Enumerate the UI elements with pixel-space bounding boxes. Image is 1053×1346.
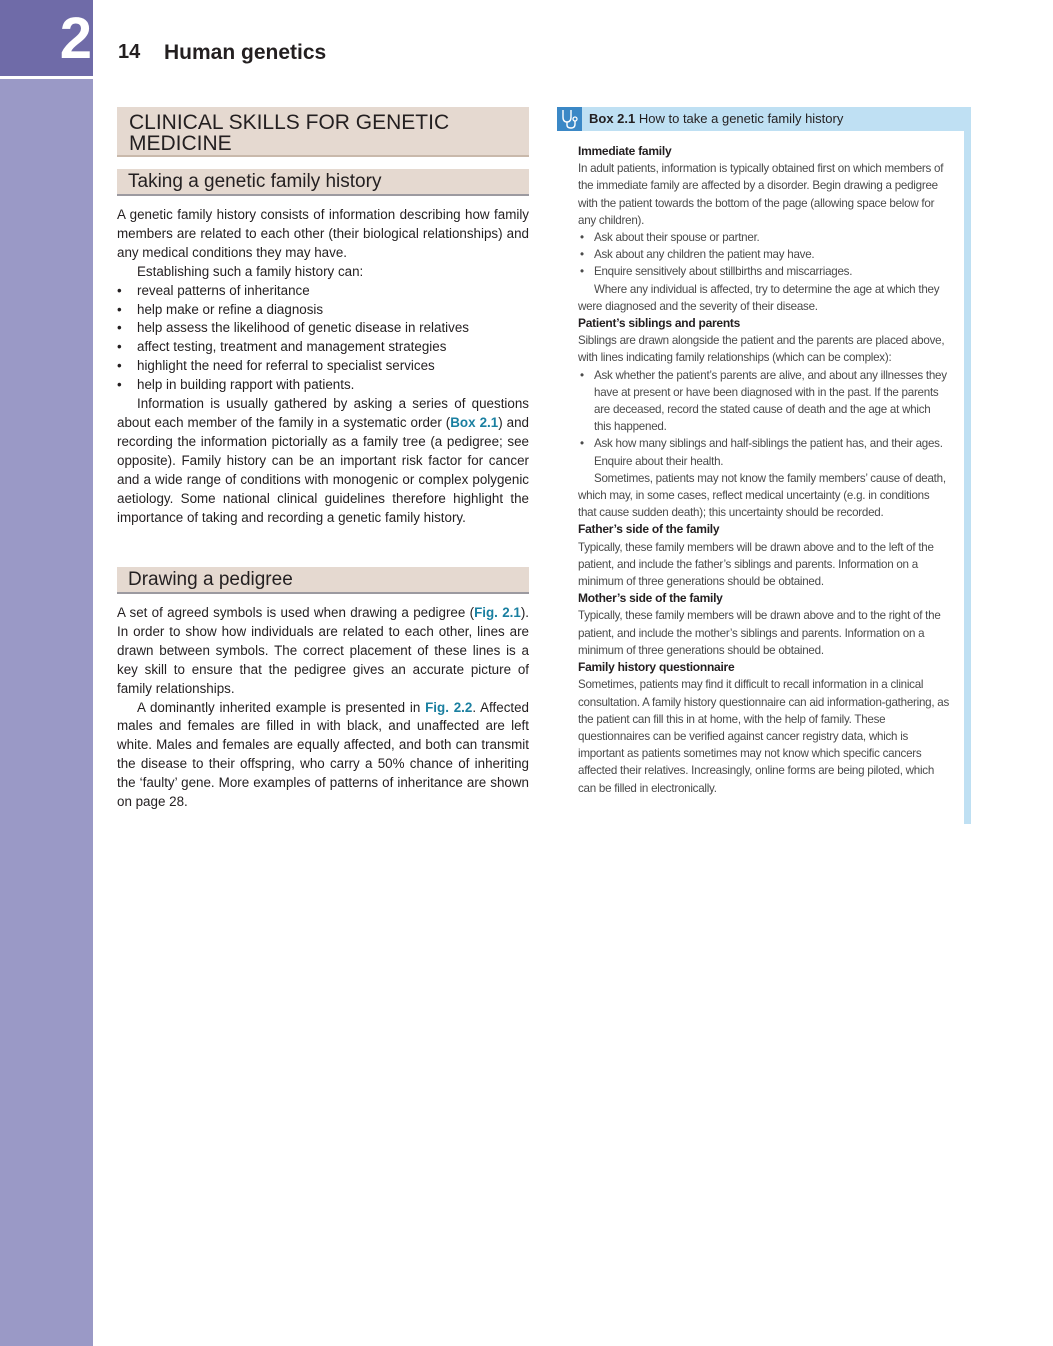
box-subheading: Father’s side of the family bbox=[578, 522, 720, 537]
list-item: • reveal patterns of inheritance bbox=[117, 282, 529, 301]
paragraph: Typically, these family members will be drawn above and to the left of the patient, and include the father’s siblings and parents. Information on a minimum of three generations should be obtained. bbox=[578, 540, 934, 589]
figure-reference-link[interactable]: Fig. 2.2 bbox=[425, 699, 473, 715]
box-title bbox=[589, 111, 843, 126]
box-reference-link[interactable]: Box 2.1 bbox=[450, 414, 499, 430]
list-item: • Enquire sensitively about stillbirths and miscarriages. bbox=[578, 263, 950, 280]
list-item: • Ask how many siblings and half-siblings the patient has, and their ages. Enquire about their health. bbox=[578, 435, 950, 469]
text: ) and recording the information pictorially as a family tree (a pedigree; see opposite). Family history can be an important risk factor for cancer and a wide range of conditions with monogenic or complex polygenic aetiology. Some national clinical guidelines therefore highlight the importance of taking and recording a genetic family history. bbox=[117, 414, 529, 525]
box-body bbox=[578, 143, 950, 797]
stethoscope-icon bbox=[557, 107, 582, 131]
figure-reference-link[interactable]: Fig. 2.1 bbox=[474, 605, 521, 620]
text: A dominantly inherited example is presented in bbox=[137, 699, 426, 715]
header-divider bbox=[0, 76, 93, 79]
list-item: • affect testing, treatment and management strategies bbox=[117, 338, 529, 357]
box-number: Box 2.1 bbox=[589, 111, 636, 126]
paragraph: Where any individual is affected, try to determine the age at which they were diagnosed and the severity of their disease. bbox=[578, 282, 940, 313]
pedigree-text bbox=[117, 604, 529, 812]
family-history-text bbox=[117, 206, 529, 527]
list-item: • help assess the likelihood of genetic disease in relatives bbox=[117, 319, 529, 338]
paragraph bbox=[117, 604, 529, 699]
paragraph: A genetic family history consists of information describing how family members are related to each other (their biological relationships) and any medical conditions they may have. bbox=[117, 207, 529, 260]
paragraph: Siblings are drawn alongside the patient and the parents are placed above, with lines indicating family relationships (which can be complex): bbox=[578, 334, 945, 365]
text: . Affected males and females are filled in with black, and unaffected are left white. Males and females are equally affected, and both can transmit the disease to their offspring, who carry a 50% chance of inheriting the ‘faulty’ gene. More examples of patterns of inheritance are shown on page 28. bbox=[117, 699, 530, 810]
list-item: • highlight the need for referral to specialist services bbox=[117, 357, 529, 376]
paragraph bbox=[117, 395, 529, 527]
chapter-sidebar bbox=[0, 0, 93, 1346]
paragraph: Typically, these family members will be drawn above and to the right of the patient, and include the mother’s siblings and parents. Information on a minimum of three generations should be obtained. bbox=[578, 609, 941, 657]
chapter-tab bbox=[0, 0, 93, 76]
bullet-list bbox=[117, 282, 529, 395]
paragraph: Sometimes, patients may not know the family members’ cause of death, which may, in some cases, reflect medical uncertainty (e.g. in conditions that cause sudden death); this uncertainty should be recorded. bbox=[578, 471, 946, 520]
box-subheading: Mother’s side of the family bbox=[578, 591, 723, 606]
text: A set of agreed symbols is used when drawing a pedigree ( bbox=[117, 605, 475, 620]
list-item: • Ask about any children the patient may have. bbox=[578, 246, 950, 263]
box-subheading: Family history questionnaire bbox=[578, 660, 735, 675]
info-box bbox=[557, 107, 971, 824]
subheading-family-history: Taking a genetic family history bbox=[117, 169, 529, 196]
list-item: • help make or refine a diagnosis bbox=[117, 301, 529, 320]
text: ). In order to show how individuals are related to each other, lines are drawn between symbols. The correct placement of these lines is a key skill to ensure that the pedigree gives an accurate picture of family relationships. bbox=[117, 605, 529, 696]
list-item: • help in building rapport with patients. bbox=[117, 376, 529, 395]
list-item: • Ask about their spouse or partner. bbox=[578, 229, 950, 246]
section-heading: CLINICAL SKILLS FOR GENETIC MEDICINE bbox=[117, 107, 529, 157]
bullet-list bbox=[578, 367, 950, 470]
chapter-number: 2 bbox=[59, 6, 92, 71]
subheading-drawing-pedigree: Drawing a pedigree bbox=[117, 567, 529, 594]
box-header bbox=[557, 107, 964, 131]
paragraph: In adult patients, information is typically obtained first on which members of the immediate family are affected by a disorder. Begin drawing a pedigree with the patient towards the bottom of the page (allowing space below for any children). bbox=[578, 162, 944, 227]
box-subheading: Patient’s siblings and parents bbox=[578, 316, 741, 331]
paragraph: Establishing such a family history can: bbox=[137, 263, 364, 279]
text: Information is usually gathered by asking a series of questions about each member of the family in a systematic order ( bbox=[117, 396, 529, 430]
box-title-text: How to take a genetic family history bbox=[638, 111, 844, 126]
list-item: • Ask whether the patient’s parents are alive, and about any illnesses they have at present or have been diagnosed with in the past. If the parents are deceased, record the stated cause of death and the age at which this happened. bbox=[578, 367, 950, 436]
bullet-list bbox=[578, 229, 950, 281]
running-title: Human genetics bbox=[164, 41, 327, 64]
paragraph: Sometimes, patients may find it difficult to recall information in a clinical consultation. A family history questionnaire can aid information-gathering, as the patient can fill this in at home, with the help of family. These questionnaires can be verified against cancer registry data, which is important as patients sometimes may not know which specific cancers affected their relatives. Increasingly, online forms are being piloted, which can be filled in electronically. bbox=[578, 678, 950, 795]
paragraph bbox=[117, 699, 529, 812]
box-subheading: Immediate family bbox=[578, 144, 672, 158]
page-number: 14 bbox=[118, 41, 141, 63]
